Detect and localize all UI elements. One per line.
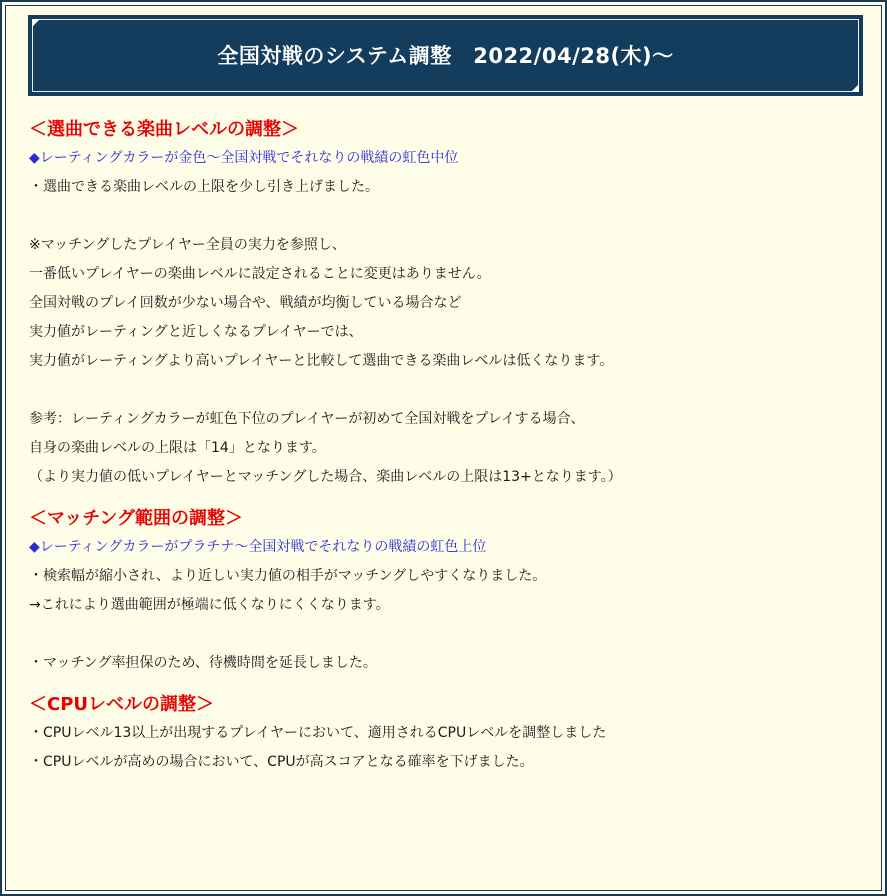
blank-line bbox=[29, 376, 849, 405]
section-title-matching-range: ＜マッチング範囲の調整＞ bbox=[29, 508, 244, 529]
section-title-level-adjust: ＜選曲できる楽曲レベルの調整＞ bbox=[29, 119, 299, 140]
body-line: （より実力値の低いプレイヤーとマッチングした場合、楽曲レベルの上限は13+となります。） bbox=[29, 469, 622, 485]
body-line: →これにより選曲範囲が極端に低くなりにくくなります。 bbox=[29, 597, 390, 613]
body-line: 実力値がレーティングと近しくなるプレイヤーでは、 bbox=[29, 324, 363, 340]
body-line: ・CPUレベル13以上が出現するプレイヤーにおいて、適用されるCPUレベルを調整しました bbox=[29, 725, 607, 741]
body-line: 参考：レーティングカラーが虹色下位のプレイヤーが初めて全国対戦をプレイする場合、 bbox=[29, 411, 585, 427]
corner-decoration-icon bbox=[32, 19, 40, 27]
body-line: 実力値がレーティングより高いプレイヤーと比較して選曲できる楽曲レベルは低くなります。 bbox=[29, 353, 614, 369]
body-line: 全国対戦のプレイ回数が少ない場合や、戦績が均衡している場合など bbox=[29, 295, 462, 311]
notice-header bbox=[28, 15, 863, 96]
body-line: 一番低いプレイヤーの楽曲レベルに設定されることに変更はありません。 bbox=[29, 266, 491, 282]
corner-decoration-icon bbox=[851, 84, 859, 92]
blank-line bbox=[29, 620, 849, 649]
section-condition: ◆レーティングカラーがプラチナ〜全国対戦でそれなりの戦績の虹色上位 bbox=[29, 539, 487, 555]
body-line: ・マッチング率担保のため、待機時間を延長しました。 bbox=[29, 655, 377, 671]
body-line: ・検索幅が縮小され、より近しい実力値の相手がマッチングしやすくなりました。 bbox=[29, 568, 547, 584]
body-line: ※マッチングしたプレイヤー全員の実力を参照し、 bbox=[29, 237, 346, 253]
blank-line bbox=[29, 202, 849, 231]
body-line: ・選曲できる楽曲レベルの上限を少し引き上げました。 bbox=[29, 179, 379, 195]
section-condition: ◆レーティングカラーが金色〜全国対戦でそれなりの戦績の虹色中位 bbox=[29, 150, 459, 166]
section-title-cpu-level: ＜CPUレベルの調整＞ bbox=[29, 694, 215, 715]
page-title: 全国対戦のシステム調整 2022/04/28(木)〜 bbox=[217, 44, 674, 68]
section-gap bbox=[29, 492, 849, 504]
notice-body bbox=[29, 115, 849, 777]
section-gap bbox=[29, 678, 849, 690]
body-line: 自身の楽曲レベルの上限は「14」となります。 bbox=[29, 440, 326, 456]
body-line: ・CPUレベルが高めの場合において、CPUが高スコアとなる確率を下げました。 bbox=[29, 754, 534, 770]
